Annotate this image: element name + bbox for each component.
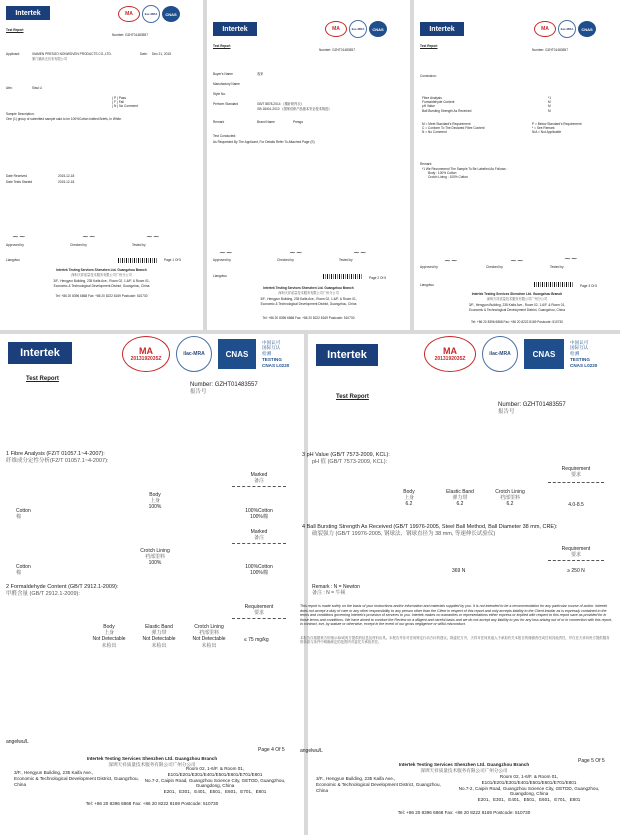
body-header: Body 上身 100%: [148, 492, 162, 511]
cnas-text: 中国认可 国际互认 检测 TESTING CNAS L0220: [262, 339, 290, 368]
conducted-label: Test Conducted:: [213, 134, 237, 138]
ph-requirement: 4.0-8.5: [568, 502, 584, 508]
brand-value: Presgo: [293, 120, 304, 124]
disclaimer-cn: 本报告仅根据贵方的指示和/或贵方提供的信息及材料出具。本报告并非对任何特定行动方针的建议。除委托方外，天祥对任何其他人不承担有关本报告的谨慎责任或任何其他责任，并仅在天祥向贵方提供服务的条款与条件中明确规定的范围内对委托方承担责任。: [300, 636, 610, 645]
footer-company-cn: 深圳天祥质量技术服务有限公司广州分公司: [486, 297, 548, 301]
ma-seal-icon: MA: [534, 21, 556, 37]
barcode: [323, 274, 363, 279]
brand-label: Brand Name: [257, 120, 275, 124]
requirement-header: Requirement 要求: [561, 466, 591, 479]
report-number-cn: 报告号: [190, 389, 207, 395]
conclusion-values: *1 M M M: [548, 96, 552, 113]
signature-checked: ~~: [82, 232, 96, 241]
signer-name: angelwu/L: [6, 739, 29, 745]
footer-address-2: Economic & Technological Development District, Guangzhou, China: [260, 302, 357, 306]
page-number: Page 1 Of 5: [164, 258, 182, 262]
formaldehyde-requirement: ≤ 75 mg/kg: [244, 637, 269, 643]
section-formaldehyde-title: 2 Formaldehyde Content (GB/T 2912.1-2009):: [6, 584, 119, 590]
ma-seal-icon: MA 2013192035Z: [424, 336, 476, 372]
footer-tel: Tel: +86 20 8396 6868 Fax: +86 20 8222 8169 Postcode: 510730: [85, 801, 219, 806]
checked-by-label: Checked by: [70, 243, 87, 247]
page-number: Page 4 Of 5: [258, 747, 285, 753]
report-number: Number: GZHT01483557: [498, 402, 566, 408]
signer-name: angelwu/L: [300, 748, 323, 754]
page-number: Page 5 Of 5: [578, 758, 605, 764]
report-title: Test Report: [213, 44, 231, 48]
page-number: Page 2 Of 5: [369, 276, 387, 280]
attn-value: Sissi Li: [32, 86, 43, 90]
signature-tested: ~~: [353, 248, 367, 257]
signer-name: Liangdwu: [420, 283, 434, 287]
standard-label: Perform Standard: [213, 102, 239, 106]
accreditation-marks: [122, 336, 289, 372]
signature-approved: ~~: [444, 256, 458, 265]
requirement-divider: [548, 482, 604, 483]
section-ph-title: 3 pH Value (GB/T 7573-2009, KCL):: [302, 452, 390, 458]
footer-tel: Tel: +86 20 8396 6868 Fax: +86 20 8222 8169 Postcode: 510730: [55, 294, 148, 298]
date-started-label: Date Tests Started: [6, 180, 33, 184]
report-page-1: [0, 0, 203, 330]
report-page-5: [300, 334, 620, 835]
result-legend: ( P ) Pass ( F ) Fail ( N ) No Comment: [112, 96, 138, 109]
footer-company-cn: 深圳天祥质量技术服务有限公司广州分公司: [71, 273, 132, 277]
footer-company: Intertek Testing Services Shenzhen Ltd. Guangzhou Branch: [56, 268, 147, 272]
note-codes-left: M = Meet Standard's Requirement C = Conform To The Declared Fibre Content N = No Comment: [422, 122, 485, 135]
cnas-text: 中国认可 国际互认 检测 TESTING CNAS L0220: [570, 339, 598, 368]
conclusion-label: Conclusion:: [420, 74, 437, 78]
style-label: Style No.: [213, 92, 226, 96]
formaldehyde-elastic: Elastic Band 弹力带 Not Detectable 未检出: [142, 624, 176, 649]
report-number: Number: GZHT01483557: [532, 48, 568, 52]
ilac-mra-icon: ilac-MRA: [142, 5, 160, 23]
cnas-icon: CNAS: [369, 21, 387, 37]
tested-by-label: Tested by: [339, 258, 353, 262]
footer-address-left: 3/F., Hengyun Building, 235 Kaifa Ave., Economic & Technological Development District, Guangzhou, China: [316, 776, 441, 793]
section-formaldehyde-title-cn: 甲醛含量 (GB/T 2912.1-2009):: [6, 591, 80, 597]
report-page-2: [207, 0, 410, 330]
checked-by-label: Checked by: [277, 258, 294, 262]
approved-by-label: Approved by: [213, 258, 231, 262]
attn-label: Attn:: [6, 86, 13, 90]
fibre-marked-value-2: 100%Cotton 100%棉: [245, 564, 273, 577]
signature-tested: ~~: [146, 232, 160, 241]
cnas-icon: CNAS: [524, 339, 564, 369]
footer-address-left: 3/F., Hengyun Building, 235 Kaifa Ave., Economic & Technological Development District, Guangzhou, China: [14, 770, 139, 787]
fibre-marked-value: 100%Cotton 100%棉: [245, 508, 273, 521]
standard-1: GB/T 8878-2014 《棉针织内衣》: [257, 102, 304, 106]
date-label: Date:: [140, 52, 148, 56]
intertek-logo: Intertek: [420, 22, 464, 36]
fibre-cotton-label: Cotton 棉: [16, 508, 31, 521]
report-title: Test Report: [420, 44, 438, 48]
checked-by-label: Checked by: [486, 265, 503, 269]
report-page-3: [414, 0, 620, 330]
footer-address-2: Economic & Technological Development District, Guangzhou, China: [469, 308, 565, 312]
ilac-mra-icon: ilac-MRA: [482, 336, 518, 372]
report-title: Test Report: [6, 28, 24, 32]
sample-desc: One (1) group of submitted sample said to be 100%Cotton knitted Briefs, in White.: [6, 117, 122, 121]
applicant-value: XIAMEN PRESGO NONWOVEN PRODUCTS CO.,LTD.: [32, 52, 112, 56]
section-ph-title-cn: pH 值 (GB/T 7573-2009, KCL):: [312, 459, 388, 465]
date-received: 2015-12-18: [58, 174, 75, 178]
ma-seal-icon: MA: [325, 21, 347, 37]
footer-company-cn: 深圳天祥质量技术服务有限公司广州分公司: [108, 762, 196, 767]
signature-approved: ~~: [12, 232, 26, 241]
section-bursting-title-cn: 破裂强力 (GB/T 19976-2005, 钢球法、钢球直径为 38 mm, 等速伸长试验仪): [312, 531, 496, 537]
ma-seal-icon: MA: [118, 6, 140, 22]
conducted-value: As Requested By The Applicant, For Details Refer To Attached Page (S): [213, 140, 315, 144]
intertek-logo: Intertek: [6, 6, 50, 20]
cnas-icon: CNAS: [578, 21, 596, 37]
disclaimer: This report is made solely on the basis of your instructions and/or information and materials supplied by you. It is not intended to be a recommendation for any particular course of action. Intertek does not accept a duty of care or any other responsibility to any person other than the Client in respect of this report and only accepts liability to the Client insofar as is expressly contained in the terms and conditions governing Intertek's provision of services to you. Intertek makes no warranties or representations either express or implied with respect to this report save as provided for in those terms and conditions. We have aimed to conduct the Review on a diligent and careful basis and we do not accept any liability to you for any loss arising out of or in connection with this report, in contract, tort, by statute or otherwise, except in the event of our gross negligence or wilful misconduct.: [300, 604, 612, 627]
applicant-cn: 厦门鹏高无纺布有限公司: [32, 57, 68, 61]
cnas-icon: CNAS: [218, 339, 256, 369]
intertek-logo: Intertek: [213, 22, 257, 36]
note-codes-right: P = Below Standard's Requirement * = See Remark N/A = Not Applicable: [532, 122, 582, 135]
footer-tel: Tel: +86 20 8396 6868 Fax: +86 20 8222 8169 Postcode: 510730: [262, 316, 355, 320]
report-page-4: [0, 334, 304, 835]
conclusion-items: Fibre Analysis Formaldehyde Content pH Value Ball Bursting Strength As Received: [422, 96, 472, 113]
footer-address-right: Room 02, 1-6/F. & Room 01, E101/E201/E301/E401/E501/E601/E701/E801 No.7-2, Caipin Road, Guangzhou Science City, GETDD, Guangzhou, Guangdong, China E201、E301、E401、E501、E601、E701、E801: [458, 774, 600, 803]
ph-elastic: Elastic Band 弹力带 6.2: [446, 489, 474, 508]
applicant-label: Applicant:: [6, 52, 20, 56]
fibre-cotton-label-2: Cotton 棉: [16, 564, 31, 577]
signature-tested: ~~: [564, 254, 578, 263]
footer-address: 3/F., Hengyun Building, 235 Kaifa Ave., Room 02, 1-6/F. & Room 01,: [468, 303, 566, 307]
marked-divider: [232, 486, 286, 487]
requirement-divider-2: [548, 560, 604, 561]
report-number: Number: GZHT01483557: [112, 33, 148, 37]
footer-company: Intertek Testing Services Shenzhen Ltd. Guangzhou Branch: [471, 292, 563, 296]
ph-body: Body 上身 6.2: [403, 489, 415, 508]
barcode: [118, 258, 158, 263]
signature-checked: ~~: [289, 248, 303, 257]
requirement-header: Requirement 要求: [244, 604, 274, 617]
report-title: Test Report: [336, 394, 369, 400]
date-started: 2015-12-18: [58, 180, 75, 184]
section-fibre-title-cn: 纤维成分定性分析(FZ/T 01057.1~4-2007):: [6, 458, 109, 464]
cnas-icon: CNAS: [162, 6, 180, 22]
footer-address: 3/F., Hengyun Building, 235 Kaifa Ave., Room 02, 1-6/F. & Room 01,: [260, 297, 357, 301]
tested-by-label: Tested by: [550, 265, 564, 269]
footer-tel: Tel: +86 20 8396 6868 Fax: +86 20 8222 8169 Postcode: 510730: [471, 320, 563, 324]
remark-lines: *1 We Recommend The Sample To Be Labelled As Follows : Body : 100% Cotton Crotch Lining : 100% Cotton: [422, 167, 508, 180]
formaldehyde-body: Body 上身 Not Detectable 未检出: [92, 624, 126, 649]
footer-address-right: Room 02, 1-6/F. & Room 01, E101/E201/E301/E401/E501/E601/E701/E801 No.7-2, Caipin Road, Guangzhou Science City, GETDD, Guangzhou, Guangdong, China E201、E301、E401、E501、E601、E701、E801: [144, 766, 286, 795]
footer-company: Intertek Testing Services Shenzhen Ltd. Guangzhou Branch: [263, 286, 354, 290]
approved-by-label: Approved by: [6, 243, 24, 247]
manufactory-label: Manufactory Name: [213, 82, 240, 86]
accreditation-marks: [325, 20, 387, 38]
ma-seal-icon: MA 2013192035Z: [122, 336, 170, 372]
marked-divider-2: [232, 543, 286, 544]
intertek-logo: Intertek: [316, 344, 378, 366]
approved-by-label: Approved by: [420, 265, 438, 269]
footer-company-cn: 深圳天祥质量技术服务有限公司广州分公司: [420, 768, 508, 773]
marked-header-2: Marked 备注: [250, 529, 268, 542]
section-fibre-title: 1 Fibre Analysis (FZ/T 01057.1~4-2007):: [6, 451, 105, 457]
report-number: Number: GZHT01483557: [319, 48, 355, 52]
remark-label: Remark:: [420, 162, 433, 166]
report-number-cn: 报告号: [498, 409, 515, 415]
barcode: [534, 282, 574, 287]
section-bursting-title: 4 Ball Bursting Strength As Received (GB/T 19976-2005, Steel Ball Method, Ball Diameter 38 mm, CRE):: [302, 524, 558, 530]
signer-name: Liangdwu: [213, 274, 227, 278]
remark-label: Remark: [213, 120, 225, 124]
date-value: Dec 21, 2015: [152, 52, 171, 56]
remark-newton-cn: 备注 : N = 牛顿: [312, 590, 346, 596]
standard-2: GB 18401-2010 《国家纺织产品基本安全技术规范》: [257, 107, 332, 111]
sample-label: Sample Description:: [6, 112, 35, 116]
footer-address: 3/F., Hengyun Building, 235 Kaifa Ave., Room 02, 1-6/F. & Room 01,: [53, 279, 150, 283]
buyer-label: Buyer's Name: [213, 72, 233, 76]
bursting-value: 369 N: [452, 568, 466, 574]
page-number: Page 3 Of 5: [580, 284, 598, 288]
tested-by-label: Tested by: [132, 243, 146, 247]
footer-company-cn: 深圳天祥质量技术服务有限公司广州分公司: [278, 291, 339, 295]
ilac-mra-icon: ilac-MRA: [349, 20, 367, 38]
ph-crotch: Crotch Lining 裆部里料 6.2: [495, 489, 525, 508]
remark-newton: Remark : N = Newton: [312, 584, 360, 590]
ilac-mra-icon: ilac-MRA: [176, 336, 212, 372]
report-title: Test Report: [26, 376, 59, 382]
buyer-value: 客家: [257, 72, 264, 76]
report-number: Number: GZHT01483557: [190, 382, 258, 388]
accreditation-marks: [534, 20, 596, 38]
signer-name: Liangdwu: [6, 258, 20, 262]
date-received-label: Date Received: [6, 174, 27, 178]
footer-company: Intertek Testing Services Shenzhen Ltd. Guangzhou Branch: [398, 762, 530, 767]
formaldehyde-crotch: Crotch Lining 裆部里料 Not Detectable 未检出: [192, 624, 226, 649]
requirement-header-2: Requirement 要求: [561, 546, 591, 559]
signature-approved: ~~: [219, 248, 233, 257]
footer-tel: Tel: +86 20 8396 6868 Fax: +86 20 8222 8169 Postcode: 510730: [397, 810, 531, 815]
crotch-header: Crotch Lining 裆部里料 100%: [140, 548, 170, 567]
accreditation-marks: [118, 5, 180, 23]
footer-company: Intertek Testing Services Shenzhen Ltd. Guangzhou Branch: [86, 756, 218, 761]
signature-checked: ~~: [510, 256, 524, 265]
requirement-divider: [232, 618, 286, 619]
ilac-mra-icon: ilac-MRA: [558, 20, 576, 38]
accreditation-marks: [424, 336, 597, 372]
intertek-logo: Intertek: [8, 342, 72, 364]
footer-address-2: Economic & Technological Development District, Guangzhou, China: [53, 284, 150, 288]
marked-header: Marked 备注: [250, 472, 268, 485]
bursting-requirement: ≥ 250 N: [567, 568, 585, 574]
